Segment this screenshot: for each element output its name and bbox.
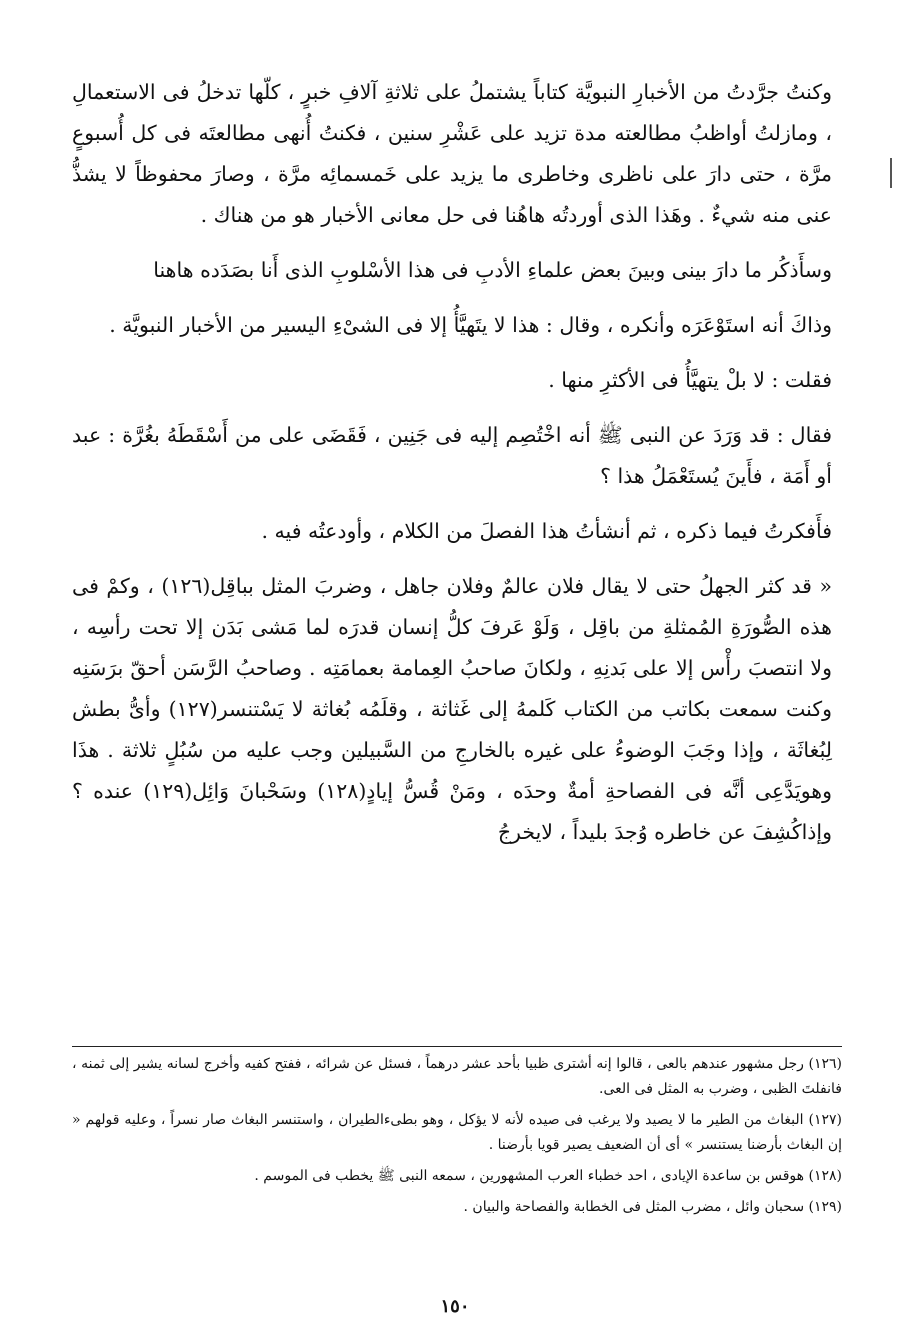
footnote-divider (72, 1046, 842, 1047)
footnotes (72, 1052, 842, 1226)
footnote-127: (١٢٧) البغاث من الطير ما لا يصيد ولا يرغب فى صيده لأنه لا يؤكل ، وهو بطىءالطيران ، واستنسر البغاث صار نسراً ، وعليه قولهم « إن البغاث بأرضنا يستنسر » أى أن الضعيف يصير قويا بأرضنا . (72, 1112, 842, 1153)
footnote-129: (١٢٩) سحبان وائل ، مضرب المثل فى الخطابة والفصاحة والبيان . (463, 1199, 842, 1215)
paragraph-2: وسأَذكُر ما دارَ بينى وبينَ بعض علماءِ الأدبِ فى هذا الأسْلوبِ الذى أَنا بصَدَده هاهنا (153, 258, 832, 282)
footnote-128: (١٢٨) هوقس بن ساعدة الإيادى ، احد خطباء العرب المشهورين ، سمعه النبى ﷺ يخطب فى الموسم . (254, 1168, 842, 1184)
paragraph-3: وذاكَ أنه استَوْعَرَه وأنكره ، وقال : هذا لا يتَهيَّأُ إلا فى الشىْءِ اليسير من الأخبار النبويَّة . (109, 313, 832, 337)
paragraph-6: فأَفكرتُ فيما ذكره ، ثم أنشأتُ هذا الفصلَ من الكلام ، وأودعتُه فيه . (261, 519, 832, 543)
page-number: ١٥٠ (440, 1296, 470, 1317)
main-text (72, 72, 832, 867)
footnote-126: (١٢٦) رجل مشهور عندهم بالعى ، قالوا إنه أشترى ظبيا بأحد عشر درهماً ، فسئل عن شرائه ، ففتح كفيه وأخرج لسانه يشير إلى ثمنه ، فانفلتَ الظبى ، وضرب به المثل فى العى. (72, 1056, 842, 1097)
paragraph-7: « قد كثر الجهلُ حتى لا يقال فلان عالمٌ وفلان جاهل ، وضربَ المثل بباقِل(١٢٦) ، وكمْ فى هذه الصُّورَةِ المُمثلةِ من باقِل ، وَلَوْ عَرفَ كلُّ إنسان قدرَه لما مَشى بَدَن إلا تحت رأسِه ، ولا انتصبَ رأْس إلا على بَدنِهِ ، ولكانَ صاحبُ العِمامة بعمامَتِه . وصاحبُ الرَّسَن أحقّ برَسَنِه وكنت سمعت بكاتب من الكتاب كَلمهُ إلى غَثاثة ، وقلَمُه بُغاثة لا يَسْتنسر(١٢٧) وأىُّ بطش لِبُغاثَة ، وإذا وجَبَ الوضوءُ على غيره بالخارجِ من السَّبيلين وجب عليه من سُبُلٍ ثلاثة . هذَا وهويَدَّعِى أنَّه فى الفصاحةِ أمةٌ وحدَه ، ومَنْ قُسُّ إيادٍ(١٢٨) وسَحْبانَ وَائِل(١٢٩) عنده ؟ وإذاكُشِفَ عن خاطره وُجدَ بليداً ، لايخرجُ (72, 574, 833, 844)
paragraph-5: فقال : قد وَرَدَ عن النبى ﷺ أنه اخْتُصِم إليه فى جَنِين ، فَقَضَى على من أَسْقَطَهُ بغُرَّة : عبد أو أَمَة ، فأَينَ يُستَعْمَلُ هذا ؟ (72, 423, 832, 488)
paragraph-1: وكنتُ جرَّدتُ من الأخبارِ النبويَّة كتاباً يشتملُ على ثلاثةِ آلافِ خبرٍ ، كلّها تدخلُ فى الاستعمالِ ، ومازلتُ أواظبُ مطالعته مدة تزيد على عَشْرِ سنين ، فكنتُ أُنهى مطالعتَه فى كل أُسبوعٍ مرَّة ، حتى دارَ على ناظرى وخاطرى ما يزيد على خَمسمائِه مرَّة ، وصارَ محفوظاً لا يشذُّ عنى منه شيءٌ . وهَذا الذى أوردتُه هاهُنا فى حل معانى الأخبار هو من هناك . (72, 80, 832, 227)
paragraph-4: فقلت : لا بلْ يتهيَّأُ فى الأكثرِ منها . (548, 368, 832, 392)
margin-mark (890, 158, 892, 188)
